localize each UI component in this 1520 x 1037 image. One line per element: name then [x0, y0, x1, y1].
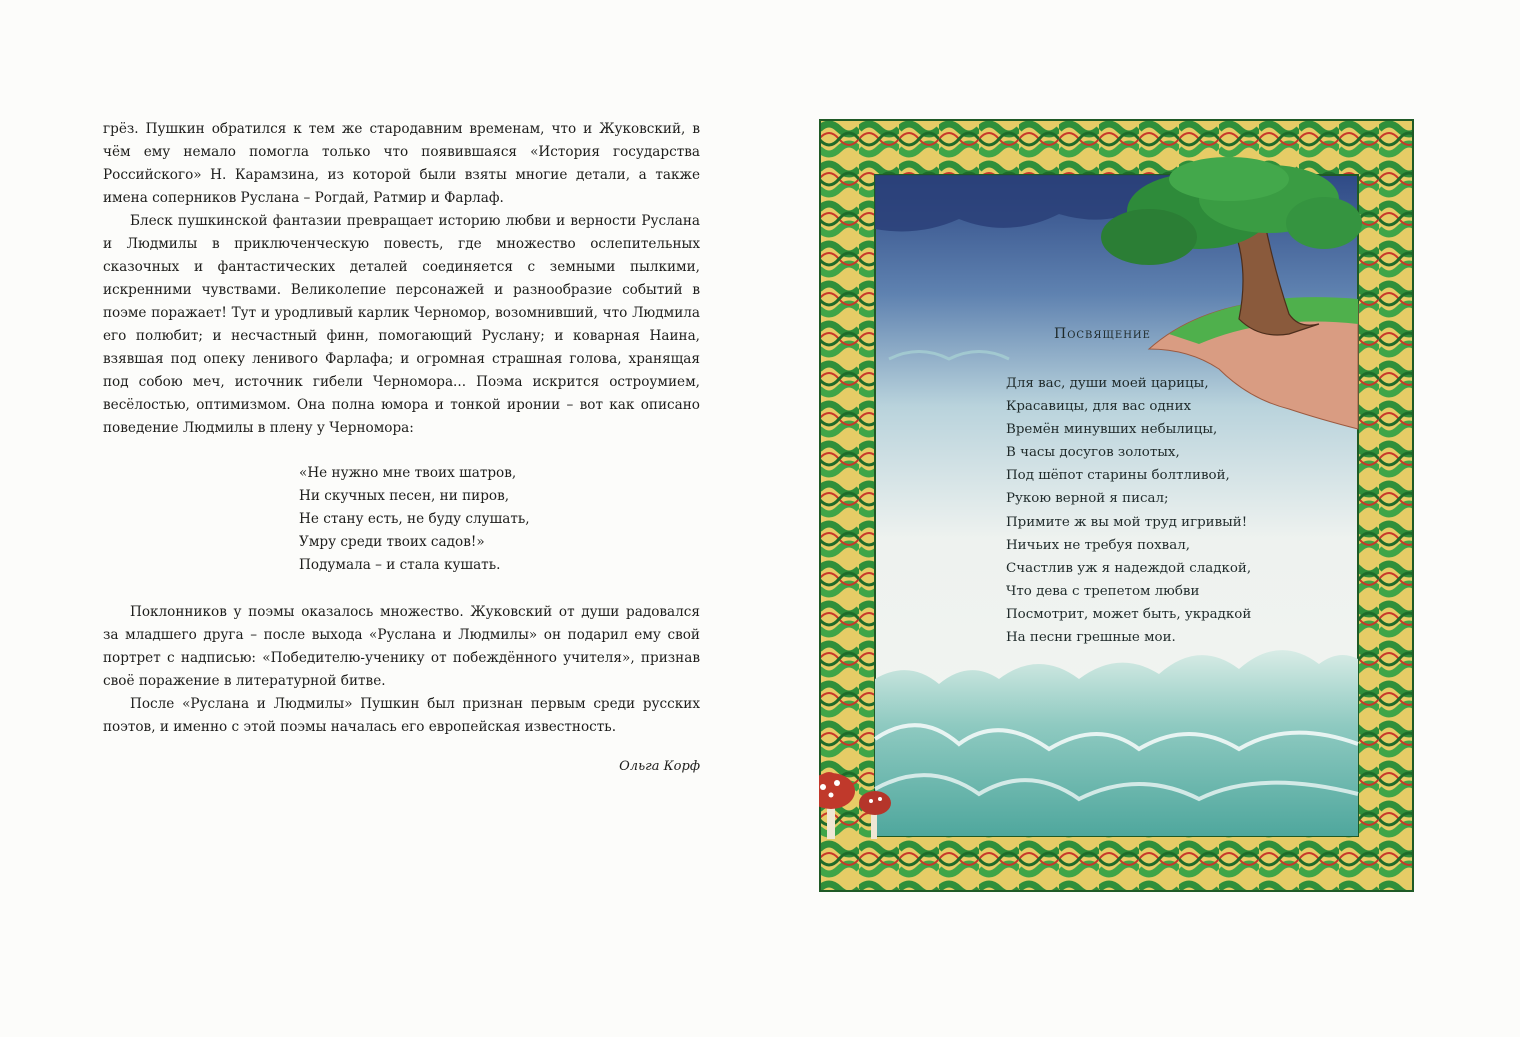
dedication-line: В часы досугов золотых, — [1006, 445, 1180, 461]
quote-line: Умру среди твоих садов!» — [299, 534, 485, 550]
paragraph-4: После «Руслана и Людмилы» Пушкин был признан первым среди русских поэтов, и именно с этой поэмы началась его европейская известность. — [103, 696, 700, 735]
paragraph-1: грёз. Пушкин обратился к тем же стародавним временам, что и Жуковский, в чём ему немало помогла только что появившаяся «История государства Российского» Н. Карамзина, из которой были взяты многие детали, а также имена соперников Руслана – Рогдай, Ратмир и Фарлаф. — [103, 121, 700, 206]
paragraph-3: Поклонников у поэмы оказалось множество. Жуковский от души радовался за младшего друга – после выхода «Руслана и Людмилы» он подарил ему свой портрет с надписью: «Победителю-ученику от побеждённого учителя», признав своё поражение в литературной битве. — [103, 604, 700, 689]
dedication-title: Посвящение — [1054, 326, 1151, 342]
sea-waves — [875, 650, 1358, 836]
quote-line: Ни скучных песен, ни пиров, — [299, 488, 510, 504]
quote-line: Не стану есть, не буду слушать, — [299, 511, 530, 527]
quote-line: Подумала – и стала кушать. — [299, 557, 501, 573]
left-page-text — [103, 118, 700, 778]
dedication-line: Что дева с трепетом любви — [1006, 583, 1200, 599]
dedication-line: Рукою верной я писал; — [1006, 491, 1169, 507]
dedication-line: Для вас, души моей царицы, — [1006, 376, 1209, 391]
dedication-line: Времён минувших небылицы, — [1006, 422, 1218, 438]
dedication-line: Посмотрит, может быть, украдкой — [1006, 606, 1252, 622]
dedication-line: Красавицы, для вас одних — [1006, 399, 1192, 415]
paragraph-2: Блеск пушкинской фантазии превращает историю любви и верности Руслана и Людмилы в приключенческую повесть, где множество ослепительных сказочных и фантастических деталей соединяется с земными пылкими, искренними чувствами. Великолепие персонажей и разнообразие событий в поэме поражает! Тут и уродливый карлик Черномор, возомнивший, что Людмила его полюбит; и несчастный финн, помогающий Руслану; и коварная Наина, взявшая под опеку ленивого Фарлафа; и огромная страшная голова, хранящая под собою меч, источник гибели Черномора... Поэма искрится остроумием, весёлостью, оптимизмом. Она полна юмора и тонкой иронии – вот как описано поведение Людмилы в плену у Черномора: — [103, 213, 700, 436]
dedication-lines — [1006, 372, 1251, 649]
dedication-line: Под шёпот старины болтливой, — [1006, 468, 1230, 484]
dedication-line: Примите ж вы мой труд игривый! — [1006, 514, 1248, 530]
poem-quote — [299, 462, 700, 577]
dedication-line: Счастлив уж я надеждой сладкой, — [1006, 560, 1252, 576]
dedication-line: На песни грешные мои. — [1006, 630, 1176, 646]
author-signature: Ольга Корф — [619, 759, 700, 774]
dedication-line: Ничьих не требуя похвал, — [1006, 537, 1190, 553]
quote-line: «Не нужно мне твоих шатров, — [299, 465, 517, 481]
